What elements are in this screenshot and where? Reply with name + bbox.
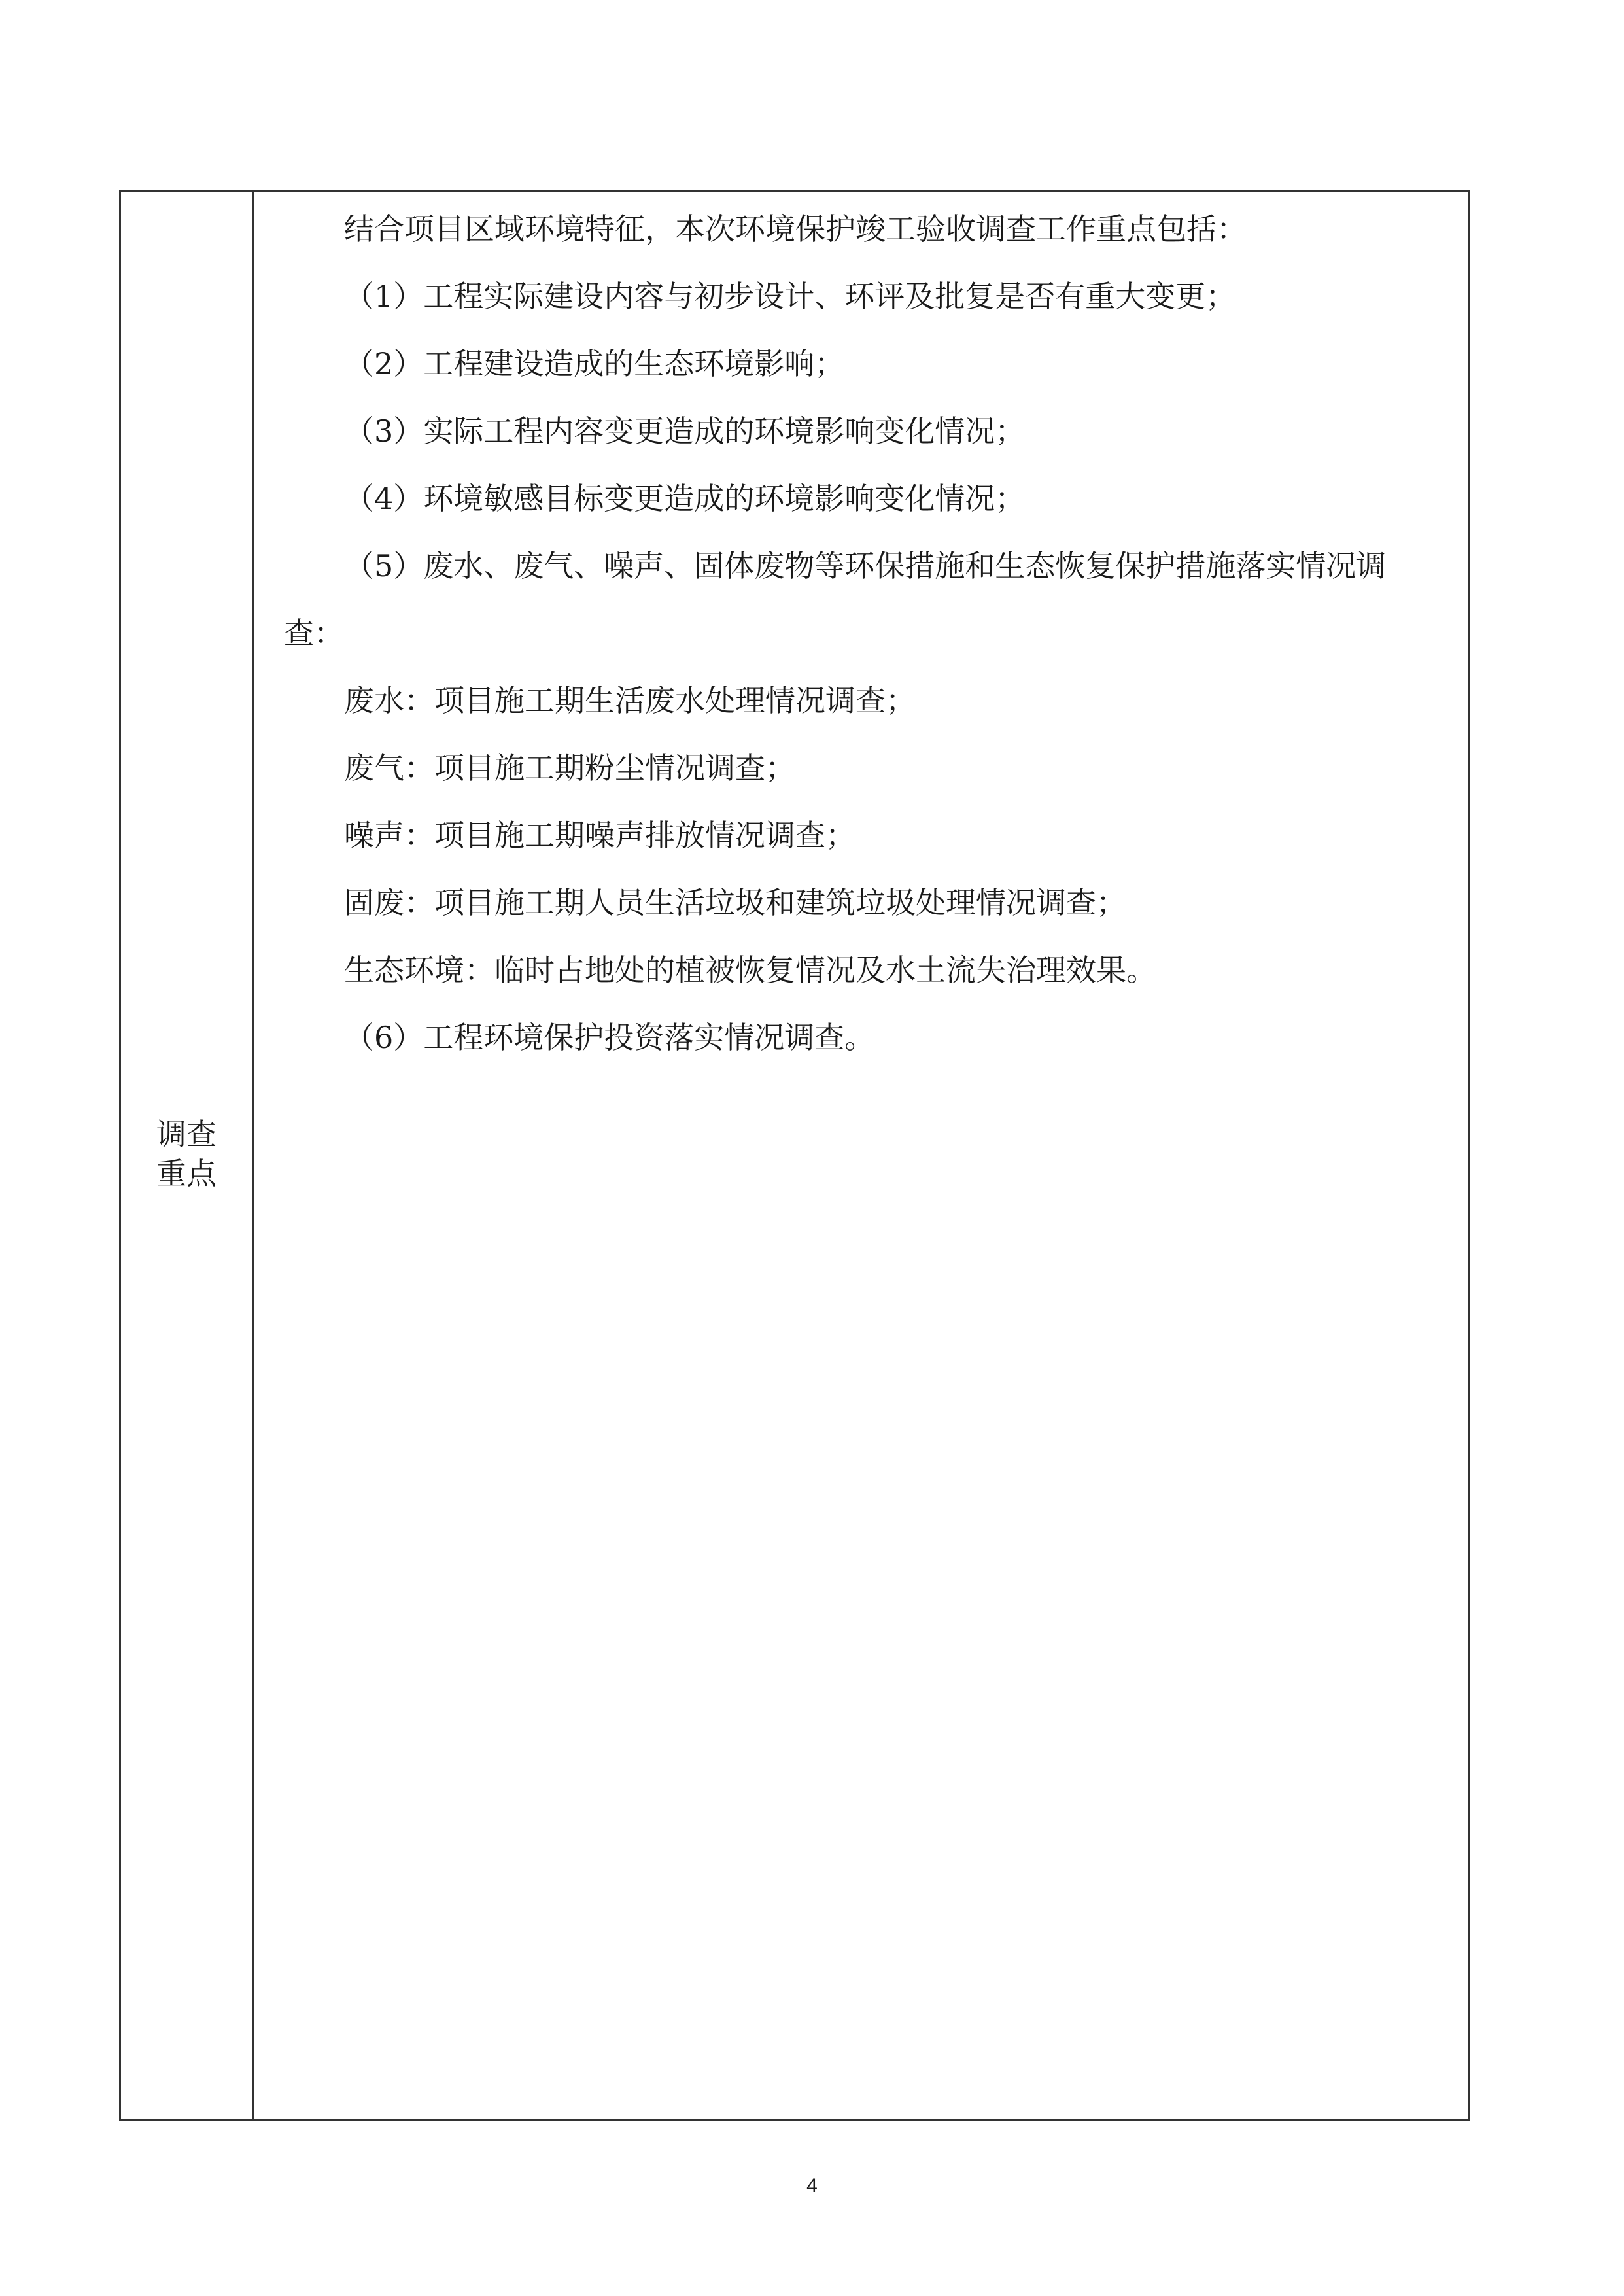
list-item-4: （4）环境敏感目标变更造成的环境影响变化情况；	[344, 481, 1026, 516]
page-number: 4	[806, 2175, 818, 2197]
list-item-1: （1）工程实际建设内容与初步设计、环评及批复是否有重大变更；	[344, 279, 1236, 314]
content-cell	[254, 192, 1468, 2119]
row-label-line-1: 调查	[156, 1117, 216, 1152]
sub-item-exhaust: 废气：项目施工期粉尘情况调查；	[344, 750, 795, 786]
row-label	[121, 1115, 252, 1193]
survey-focus-table	[119, 190, 1470, 2121]
list-item-2: （2）工程建设造成的生态环境影响；	[344, 346, 845, 381]
sub-item-noise: 噪声：项目施工期噪声排放情况调查；	[344, 818, 855, 853]
intro-paragraph: 结合项目区域环境特征，本次环境保护竣工验收调查工作重点包括：	[344, 211, 1247, 247]
sub-item-solid-waste: 固废：项目施工期人员生活垃圾和建筑垃圾处理情况调查；	[344, 885, 1126, 920]
row-label-line-2: 重点	[156, 1156, 216, 1191]
list-item-6: （6）工程环境保护投资落实情况调查。	[344, 1020, 875, 1055]
sub-item-ecology: 生态环境：临时占地处的植被恢复情况及水土流失治理效果。	[344, 952, 1156, 988]
list-item-3: （3）实际工程内容变更造成的环境影响变化情况；	[344, 413, 1026, 449]
list-item-5: （5）废水、废气、噪声、固体废物等环保措施和生态恢复保护措施落实情况调查：	[284, 548, 1387, 651]
row-label-cell	[121, 192, 254, 2119]
sub-item-wastewater: 废水：项目施工期生活废水处理情况调查；	[344, 683, 916, 718]
